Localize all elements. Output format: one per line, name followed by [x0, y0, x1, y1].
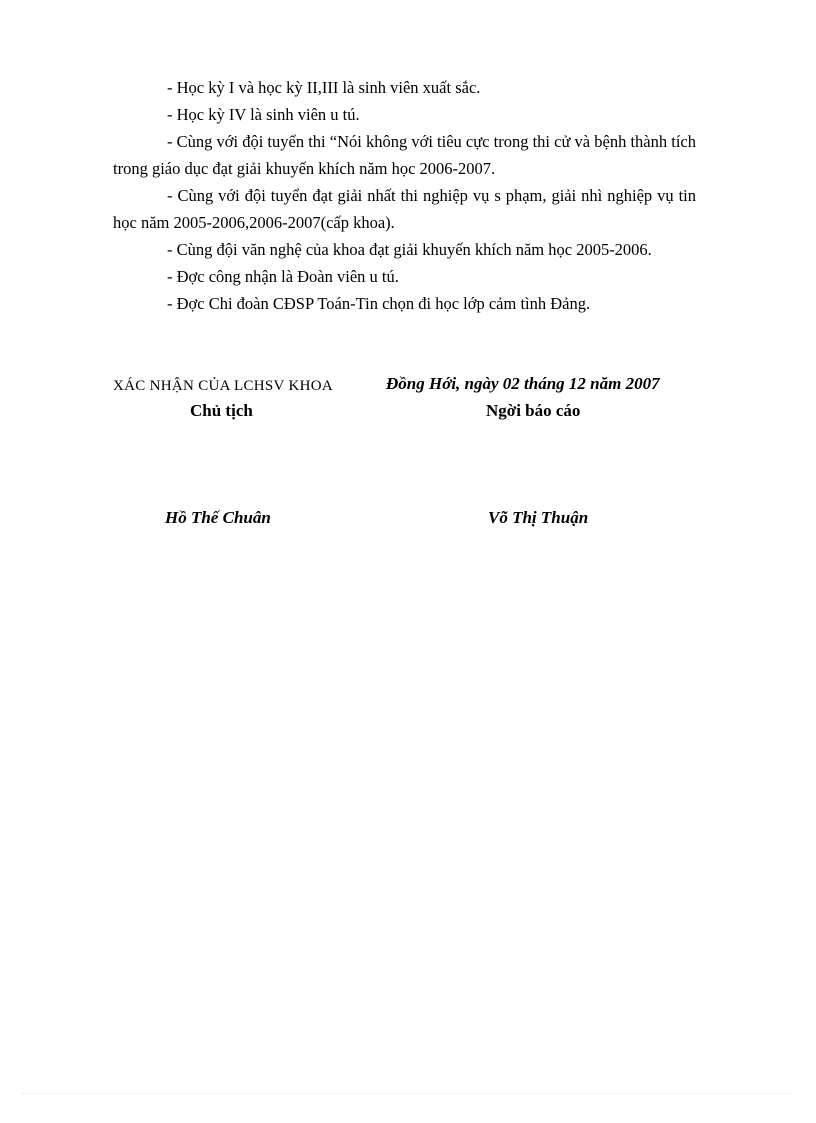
paragraph-semester-excellent: - Học kỳ I và học kỳ II,III là sinh viên xuất sắc.	[167, 78, 481, 97]
paragraph-art-troupe: - Cùng đội văn nghệ của khoa đạt giải khuyến khích năm học 2005-2006.	[167, 240, 652, 259]
place-date-line: Đồng Hới, ngày 02 tháng 12 năm 2007	[386, 374, 660, 393]
page-bottom-divider	[22, 1093, 794, 1094]
paragraph-contest-negativity: - Cùng với đội tuyển thi “Nói không với tiêu cực trong thi cử và bệnh thành tích trong giáo dục đạt giải khuyến khích năm học 2006-2007.	[113, 132, 696, 178]
chairman-title: Chủ tịch	[190, 401, 253, 420]
chairman-name: Hồ Thế Chuân	[165, 508, 271, 527]
paragraph-youth-union: - Đợc công nhận là Đoàn viên u tú.	[167, 267, 399, 286]
paragraph-semester-good: - Học kỳ IV là sinh viên u tú.	[167, 105, 360, 124]
paragraph-party-class: - Đợc Chi đoàn CĐSP Toán-Tin chọn đi học lớp cảm tình Đảng.	[167, 294, 591, 313]
reporter-title: Ngời báo cáo	[486, 401, 581, 420]
confirmation-heading: XÁC NHẬN CỦA LCHSV KHOA	[113, 378, 333, 394]
report-body	[113, 74, 696, 317]
paragraph-contest-pedagogy: - Cùng với đội tuyển đạt giải nhất thi nghiệp vụ s phạm, giải nhì nghiệp vụ tin học năm 2005-2006,2006-2007(cấp khoa).	[113, 186, 696, 232]
reporter-name: Võ Thị Thuận	[488, 508, 589, 527]
